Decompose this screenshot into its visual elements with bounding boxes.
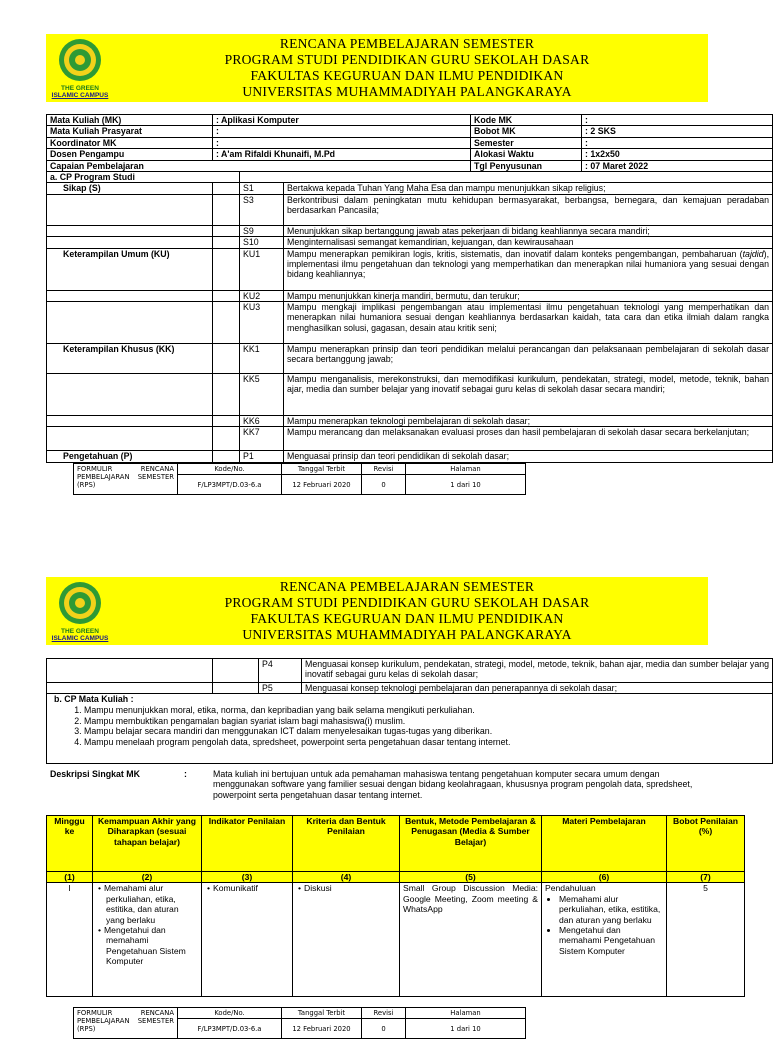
list-item: • Mengetahui dan memahami Pengetahuan Sistem Komputer bbox=[559, 925, 663, 956]
cp-text: Berkontribusi dalam peningkatan mutu kehidupan bermasyarakat, berbangsa, bernegara, dan kemajuan peradaban berdasarkan Pancasila; bbox=[284, 194, 773, 225]
cp-code: P1 bbox=[240, 451, 284, 462]
prasyarat-label: Mata Kuliah Prasyarat bbox=[47, 126, 213, 137]
cp-code: P4 bbox=[259, 659, 302, 683]
cp-text: Mampu menerapkan teknologi pembelajaran di sekolah dasar; bbox=[284, 416, 773, 427]
page-title: RENCANA PEMBELAJARAN SEMESTER PROGRAM STUDI PENDIDIKAN GURU SEKOLAH DASAR FAKULTAS KEGURUAN DAN ILMU PENDIDIKAN UNIVERSITAS MUHAMMADIYAH PALANGKARAYA bbox=[224, 579, 590, 642]
bobot-cell: 5 bbox=[667, 883, 745, 997]
deskripsi-label: Deskripsi Singkat MK bbox=[50, 769, 140, 779]
cp-text: Mampu menerapkan prinsip dan teori pendidikan melalui perancangan dan pelaksanaan pembelajaran di sekolah dasar secara bertanggung jawab; bbox=[284, 344, 773, 374]
sikap-label: Sikap (S) bbox=[47, 183, 213, 194]
tgl-value: : 07 Maret 2022 bbox=[582, 160, 773, 171]
list-item: • Memahami alur perkuliahan, etika, estitika, dan aturan yang berlaku bbox=[106, 883, 198, 925]
cp-text: Mampu merancang dan melaksanakan evaluasi proses dan hasil pembelajaran di sekolah dasar secara berkelanjutan; bbox=[284, 427, 773, 451]
footer-header: Revisi bbox=[362, 1008, 406, 1019]
kemampuan-cell bbox=[93, 883, 202, 997]
cp-code: KK7 bbox=[240, 427, 284, 451]
col-header: Minggu ke bbox=[47, 816, 93, 872]
materi-title: Pendahuluan bbox=[545, 883, 596, 894]
col-number: (4) bbox=[293, 872, 400, 883]
col-number: (6) bbox=[542, 872, 667, 883]
tgl-label: Tgl Penyusunan bbox=[471, 160, 582, 171]
list-item: • Mengetahui dan memahami Pengetahuan Sistem Komputer bbox=[106, 925, 198, 967]
footer-header: Tanggal Terbit bbox=[282, 1008, 362, 1019]
logo-text-campus: ISLAMIC CAMPUS bbox=[51, 635, 109, 642]
dosen-value: : A'am Rifaldi Khunaifi, M.Pd bbox=[213, 149, 471, 160]
form-footer bbox=[73, 463, 526, 495]
cp-text: Menunjukkan sikap bertanggung jawab atas pekerjaan di bidang keahliannya secara mandiri; bbox=[284, 225, 773, 236]
mk-label: Mata Kuliah (MK) bbox=[47, 115, 213, 126]
footer-header: Tanggal Terbit bbox=[282, 464, 362, 475]
col-number: (3) bbox=[202, 872, 293, 883]
alokasi-value: : 1x2x50 bbox=[582, 149, 773, 160]
col-number: (2) bbox=[93, 872, 202, 883]
col-number: (5) bbox=[400, 872, 542, 883]
logo-text-green: THE GREEN bbox=[61, 85, 99, 92]
cp-text: Mampu menganalisis, merekonstruksi, dan memodifikasi kurikulum, pendekatan, strategi, model, metode, teknik, bahan ajar, media dan sumber belajar yang inovatif sebagai guru kelas di sekolah dasar secara mandiri; bbox=[284, 374, 773, 416]
table-row bbox=[47, 883, 745, 997]
cp-code: KK6 bbox=[240, 416, 284, 427]
col-header: Materi Pembelajaran bbox=[542, 816, 667, 872]
cp-code: S3 bbox=[240, 194, 284, 225]
cp-code: S9 bbox=[240, 225, 284, 236]
list-item: 2. Mampu membuktikan pengamalan bagian syariat islam bagi mahasiswa(i) muslim. bbox=[84, 716, 769, 727]
prasyarat-value: : bbox=[213, 126, 471, 137]
cp-mk-cell bbox=[47, 694, 773, 764]
footer-value: 0 bbox=[362, 475, 406, 495]
deskripsi-text: Mata kuliah ini bertujuan untuk ada pemahaman mahasiswa tentang pengetahuan komputer secara umum dengan menggunakan software yang familier sesuai dengan bidang keolahragaan, khususnya program pengolah data, spredsheet, powerpoint serta pengetahuan dasar tentang internet. bbox=[213, 769, 693, 800]
list-item: • Memahami alur perkuliahan, etika, estitika, dan aturan yang berlaku bbox=[559, 894, 663, 925]
university-logo bbox=[48, 36, 112, 100]
alokasi-label: Alokasi Waktu bbox=[471, 149, 582, 160]
semester-value: : bbox=[582, 137, 773, 148]
cp-code: KK1 bbox=[240, 344, 284, 374]
footer-header: Kode/No. bbox=[178, 464, 282, 475]
pengetahuan-label: Pengetahuan (P) bbox=[47, 451, 213, 462]
form-label: FORMULIR RENCANA PEMBELAJARAN SEMESTER (RPS) bbox=[74, 464, 178, 495]
bobot-value: : 2 SKS bbox=[582, 126, 773, 137]
footer-header: Halaman bbox=[406, 464, 526, 475]
minggu-cell: I bbox=[47, 883, 93, 997]
form-footer bbox=[73, 1007, 526, 1039]
list-item: 4. Mampu menelaah program pengolah data, spredsheet, powerpoint serta pengetahuan dasar tentang internet. bbox=[84, 737, 769, 748]
cp-code: S10 bbox=[240, 237, 284, 248]
form-label: FORMULIR RENCANA PEMBELAJARAN SEMESTER (RPS) bbox=[74, 1008, 178, 1039]
cp-mk-heading: b. CP Mata Kuliah : bbox=[54, 694, 134, 705]
col-number: (1) bbox=[47, 872, 93, 883]
metode-cell: Small Group Discussion Media: Google Meeting, Zoom meeting & WhatsApp bbox=[400, 883, 542, 997]
kode-label: Kode MK bbox=[471, 115, 582, 126]
cp-text: Mampu mengkaji implikasi pengembangan atau implementasi ilmu pengetahuan teknologi yang memperhatikan dan menerapkan nilai humaniora sesuai dengan keahliannya berdasarkan kaidah, tata cara dan etika ilmiah dalam rangka menghasilkan solusi, gagasan, desain atau kritik seni; bbox=[284, 302, 773, 344]
logo-text-campus: ISLAMIC CAMPUS bbox=[51, 92, 109, 99]
koordinator-value: : bbox=[213, 137, 471, 148]
footer-header: Kode/No. bbox=[178, 1008, 282, 1019]
footer-value: 0 bbox=[362, 1019, 406, 1039]
cp-code: KU1 bbox=[240, 248, 284, 290]
cp-text: Menguasai prinsip dan teori pendidikan di sekolah dasar; bbox=[284, 451, 773, 462]
footer-value: 1 dari 10 bbox=[406, 475, 526, 495]
list-item: 1. Mampu menunjukkan moral, etika, norma, dan kepribadian yang baik selama mengikuti perkuliahan. bbox=[84, 705, 769, 716]
weekly-plan-table bbox=[46, 815, 745, 997]
col-header: Bobot Penilaian (%) bbox=[667, 816, 745, 872]
materi-cell bbox=[542, 883, 667, 997]
logo-emblem-icon bbox=[48, 579, 112, 629]
kode-value: : bbox=[582, 115, 773, 126]
footer-value: F/LP3MPT/D.03-6.a bbox=[178, 475, 282, 495]
cp-text: Menguasai konsep teknologi pembelajaran dan penerapannya di sekolah dasar; bbox=[302, 683, 773, 694]
cp-text: Menguasai konsep kurikulum, pendekatan, strategi, model, metode, teknik, bahan ajar, media dan sumber belajar yang inovatif sebagai guru kelas di sekolah dasar; bbox=[302, 659, 773, 683]
footer-value: F/LP3MPT/D.03-6.a bbox=[178, 1019, 282, 1039]
cp-text: Bertakwa kepada Tuhan Yang Maha Esa dan mampu menunjukkan sikap religius; bbox=[284, 183, 773, 194]
footer-header: Halaman bbox=[406, 1008, 526, 1019]
indikator-cell: • Komunikatif bbox=[202, 883, 293, 997]
col-number: (7) bbox=[667, 872, 745, 883]
page1-header bbox=[46, 34, 708, 102]
cp-continued-table bbox=[46, 658, 773, 764]
ku-label: Keterampilan Umum (KU) bbox=[47, 248, 213, 290]
cp-code: S1 bbox=[240, 183, 284, 194]
bobot-label: Bobot MK bbox=[471, 126, 582, 137]
deskripsi-colon: : bbox=[184, 769, 187, 779]
cp-code: P5 bbox=[259, 683, 302, 694]
kriteria-cell: • Diskusi bbox=[293, 883, 400, 997]
page2-header bbox=[46, 577, 708, 645]
cp-text: Mampu menerapkan pemikiran logis, kritis, sistematis, dan inovatif dalam konteks pengembangan, pembaharuan (tajdid), implementasi ilmu pengetahuan dan teknologi yang memperhatikan dan menerapkan nilai humaniora yang sesuai dengan bidang keahliannya; bbox=[284, 248, 773, 290]
dosen-label: Dosen Pengampu bbox=[47, 149, 213, 160]
logo-text-green: THE GREEN bbox=[61, 628, 99, 635]
university-logo bbox=[48, 579, 112, 643]
cp-prodi-heading: a. CP Program Studi bbox=[47, 172, 240, 183]
cp-code: KU3 bbox=[240, 302, 284, 344]
cp-mk-list bbox=[50, 705, 769, 748]
footer-header: Revisi bbox=[362, 464, 406, 475]
capaian-label: Capaian Pembelajaran bbox=[47, 160, 471, 171]
col-header: Indikator Penilaian bbox=[202, 816, 293, 872]
list-item: 3. Mampu belajar secara mandiri dan menggunakan ICT dalam menyelesaikan tugas-tugas yang diberikan. bbox=[84, 726, 769, 737]
cp-text: Mampu menunjukkan kinerja mandiri, bermutu, dan terukur; bbox=[284, 290, 773, 301]
footer-value: 12 Februari 2020 bbox=[282, 475, 362, 495]
cp-code: KU2 bbox=[240, 290, 284, 301]
rps-main-table bbox=[46, 114, 773, 463]
col-header: Kemampuan Akhir yang Diharapkan (sesuai tahapan belajar) bbox=[93, 816, 202, 872]
footer-value: 12 Februari 2020 bbox=[282, 1019, 362, 1039]
page-title: RENCANA PEMBELAJARAN SEMESTER PROGRAM STUDI PENDIDIKAN GURU SEKOLAH DASAR FAKULTAS KEGURUAN DAN ILMU PENDIDIKAN UNIVERSITAS MUHAMMADIYAH PALANGKARAYA bbox=[224, 36, 590, 99]
col-header: Kriteria dan Bentuk Penilaian bbox=[293, 816, 400, 872]
cp-text: Menginternalisasi semangat kemandirian, kejuangan, dan kewirausahaan bbox=[284, 237, 773, 248]
col-header: Bentuk, Metode Pembelajaran & Penugasan (Media & Sumber Belajar) bbox=[400, 816, 542, 872]
kk-label: Keterampilan Khusus (KK) bbox=[47, 344, 213, 374]
logo-emblem-icon bbox=[48, 36, 112, 86]
cp-code: KK5 bbox=[240, 374, 284, 416]
semester-label: Semester bbox=[471, 137, 582, 148]
footer-value: 1 dari 10 bbox=[406, 1019, 526, 1039]
mk-value: : Aplikasi Komputer bbox=[213, 115, 471, 126]
koordinator-label: Koordinator MK bbox=[47, 137, 213, 148]
